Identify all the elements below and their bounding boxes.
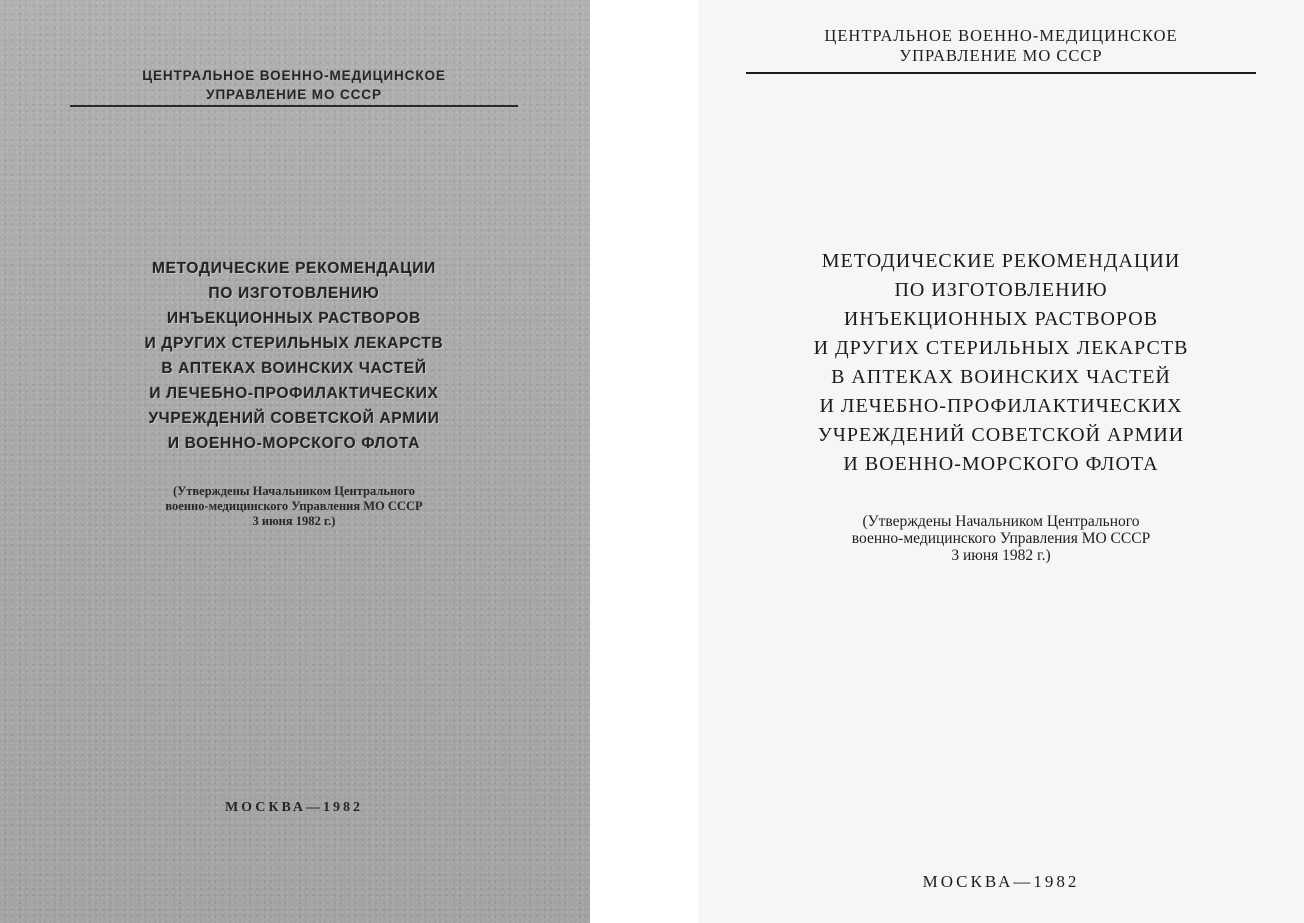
title-page-title-line: И ДРУГИХ СТЕРИЛЬНЫХ ЛЕКАРСТВ — [813, 337, 1189, 359]
cover-approval-line: 3 июня 1982 г.) — [252, 514, 336, 528]
title-page-title-line: И ЛЕЧЕБНО-ПРОФИЛАКТИЧЕСКИХ — [819, 395, 1183, 417]
cover-approval-note — [70, 484, 518, 529]
title-page-title-line: ИНЪЕКЦИОННЫХ РАСТВОРОВ — [843, 308, 1159, 330]
cover-header-line: УПРАВЛЕНИЕ МО СССР — [206, 87, 382, 102]
cover-title-line: ИНЪЕКЦИОННЫХ РАСТВОРОВ — [166, 310, 422, 327]
cover-approval-line: (Утверждены Начальником Центрального — [172, 484, 416, 498]
cover-imprint: МОСКВА—1982 — [224, 800, 364, 815]
title-page-approval-line: военно-медицинского Управления МО СССР — [851, 530, 1151, 547]
cover-approval-line: военно-медицинского Управления МО СССР — [165, 499, 423, 513]
title-page-title-line: И ВОЕННО-МОРСКОГО ФЛОТА — [843, 453, 1159, 475]
cover-header-rule — [70, 105, 518, 107]
cover-publisher-header — [70, 66, 518, 104]
cover-title-line: И ЛЕЧЕБНО-ПРОФИЛАКТИЧЕСКИХ — [149, 385, 439, 402]
title-page-approval-note — [746, 513, 1256, 564]
cover-title-line: И ВОЕННО-МОРСКОГО ФЛОТА — [167, 435, 421, 452]
title-page-title-line: ПО ИЗГОТОВЛЕНИЮ — [894, 279, 1108, 301]
title-page-approval-line: 3 июня 1982 г.) — [951, 547, 1051, 564]
title-page-header-rule — [746, 72, 1256, 74]
title-page-title — [746, 247, 1256, 479]
cover-title-line: ПО ИЗГОТОВЛЕНИЮ — [208, 285, 380, 302]
cover-title-line: МЕТОДИЧЕСКИЕ РЕКОМЕНДАЦИИ — [151, 260, 436, 277]
cover-title-line: И ДРУГИХ СТЕРИЛЬНЫХ ЛЕКАРСТВ — [144, 335, 444, 352]
book-cover — [0, 0, 590, 923]
title-page-title-line: В АПТЕКАХ ВОИНСКИХ ЧАСТЕЙ — [831, 366, 1171, 388]
title-page-title-line: УЧРЕЖДЕНИЙ СОВЕТСКОЙ АРМИИ — [817, 424, 1185, 446]
title-page-header-line: УПРАВЛЕНИЕ МО СССР — [899, 46, 1103, 65]
title-page-title-line: МЕТОДИЧЕСКИЕ РЕКОМЕНДАЦИИ — [821, 250, 1181, 272]
title-page-imprint: МОСКВА—1982 — [922, 872, 1080, 891]
cover-title-line: В АПТЕКАХ ВОИНСКИХ ЧАСТЕЙ — [161, 360, 427, 377]
title-page-header-line: ЦЕНТРАЛЬНОЕ ВОЕННО-МЕДИЦИНСКОЕ — [824, 26, 1178, 45]
title-page-approval-line: (Утверждены Начальником Центрального — [862, 513, 1140, 530]
title-page-publisher-header — [746, 26, 1256, 66]
title-page — [698, 0, 1304, 923]
cover-header-line: ЦЕНТРАЛЬНОЕ ВОЕННО-МЕДИЦИНСКОЕ — [142, 68, 446, 83]
cover-title-line: УЧРЕЖДЕНИЙ СОВЕТСКОЙ АРМИИ — [148, 410, 440, 427]
cover-title — [70, 256, 518, 456]
